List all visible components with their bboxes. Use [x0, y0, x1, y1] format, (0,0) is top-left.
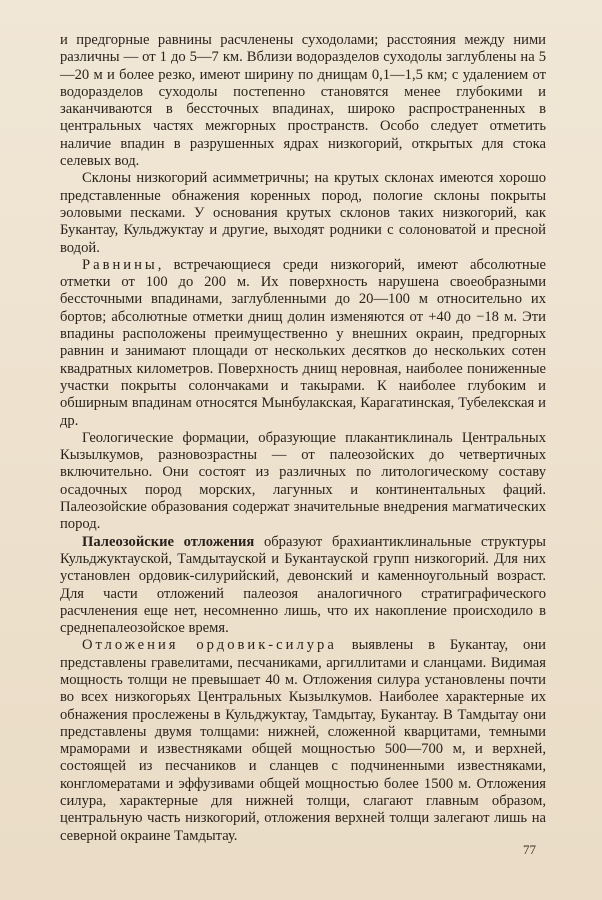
paragraph-4: Геологические формации, образующие плакантиклиналь Центральных Кызылкумов, разновозрастны — от палеозойских до четвертичных включительно. Они состоят из различных по литологическому составу осадочных пород морских, лагунных и континентальных фаций. Палеозойские образования содержат значительные внедрения магматических пород. [60, 429, 546, 533]
paragraph-1: и предгорные равнины расчленены суходолами; расстояния между ними различны — от 1 до 5—7 км. Вблизи водоразделов суходолы заглублены на 5—20 м и более резко, имеют ширину по днищам 0,1—1,5 км; с удалением от водоразделов суходолы постепенно становятся менее глубокими и заканчиваются в бессточных впадинах, широко распространенных в центральных частях межгорных пространств. Особо следует отметить наличие впадин в разрушенных ядрах низкогорий, открытых для стока селевых вод. [60, 32, 546, 170]
bold-section-heading: Палеозойские отложения [82, 533, 255, 550]
spaced-lead-term: Равнины [82, 256, 158, 273]
paragraph-3: Равнины, встречающиеся среди низкогорий, имеют абсолютные отметки от 100 до 200 м. Их поверхность нарушена своеобразными бессточными впадинами, заглубленными до 20—100 м относительно их бортов; абсолютные отметки днищ долин изменяются от +40 до −18 м. Эти впадины расположены преимущественно у внешних окраин, предгорных равнин и занимают площади от нескольких десятков до нескольких сотен квадратных километров. Поверхность днищ неровная, наиболее пониженные участки покрыты солончаками и такырами. К наиболее глубоким и обширным впадинам относятся Мынбулакская, Карагатинская, Тубелекская и др. [60, 256, 546, 429]
body-text [60, 32, 546, 845]
paragraph-2: Склоны низкогорий асимметричны; на крутых склонах имеются хорошо представленные обнажения коренных пород, пологие склоны покрыты эоловыми песками. У основания крутых склонов таких низкогорий, как Букантау, Кульджуктау и другие, выходят родники с солоноватой и пресной водой. [60, 170, 546, 256]
paragraph-5: Палеозойские отложения образуют брахиантиклинальные структуры Кульджуктауской, Тамдытауской и Букантауской групп низкогорий. Для них установлен ордовик-силурийский, девонский и каменноугольный возраст. Для части отложений палеозоя аналогичного стратиграфического расчленения еще нет, несомненно лишь, что их накопление происходило в среднепалеозойское время. [60, 533, 546, 637]
page-number: 77 [523, 842, 536, 857]
paragraph-6: Отложения ордовик-силура выявлены в Букантау, они представлены гравелитами, песчаниками, аргиллитами и сланцами. Видимая мощность толщи не превышает 40 м. Отложения силура установлены почти во всех низкогорьях Центральных Кызылкумов. Наиболее характерные их обнажения прослежены в Кульджуктау, Тамдытау, Букантау. В Тамдытау они представлены двумя толщами: нижней, сложенной кварцитами, темными мраморами и известняками общей мощностью 500—700 м, и верхней, состоящей из песчаников и сланцев с подчиненными известняками, конгломератами и эффузивами общей мощностью более 1500 м. Отложения силура, характерные для нижней толщи, слагают главным образом, центральную часть низкогорий, отложения верхней толщи залегают лишь на северной окраине Тамдытау. [60, 637, 546, 844]
spaced-lead-term: Отложения ордовик-силура [82, 637, 337, 654]
